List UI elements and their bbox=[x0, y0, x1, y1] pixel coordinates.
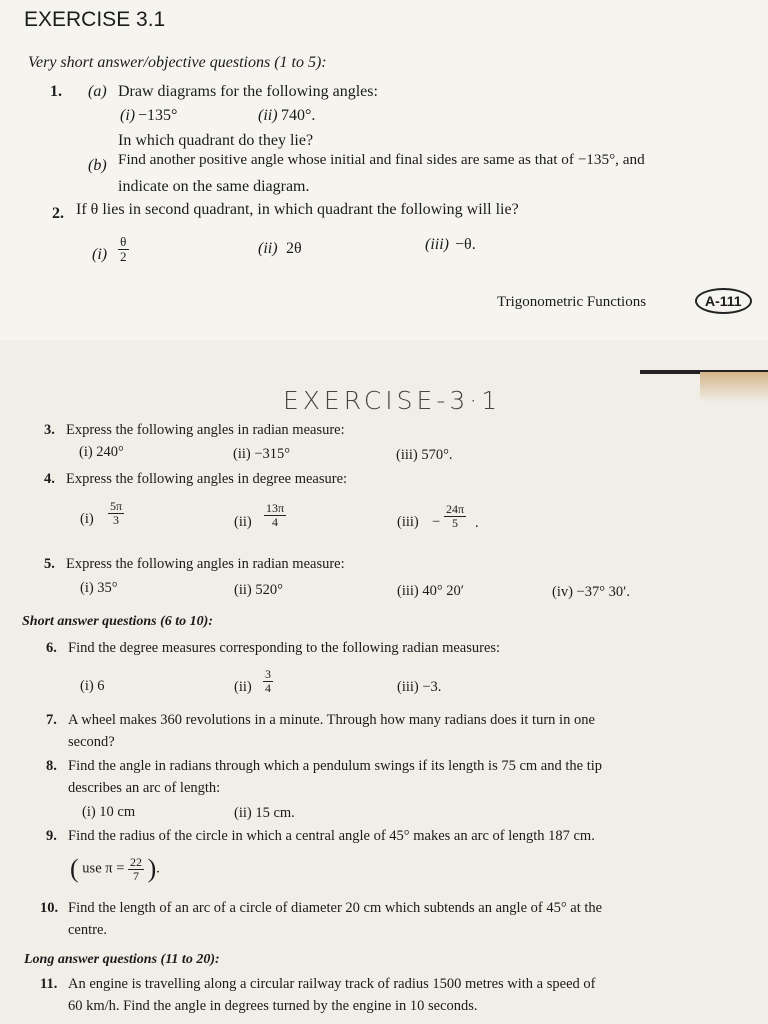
q4-iii-label: (iii) bbox=[397, 514, 419, 530]
q8-i: (i) 10 cm bbox=[82, 804, 136, 820]
q3-number: 3. bbox=[44, 422, 55, 438]
paren-open-icon: ( bbox=[70, 854, 79, 883]
q11-line1: An engine is travelling along a circular railway track of radius 1500 metres with a speed of bbox=[68, 976, 596, 992]
q1-ii-label: (ii) bbox=[258, 107, 278, 124]
q6-ii-denominator: 4 bbox=[265, 680, 271, 695]
q4-i-label: (i) bbox=[80, 511, 94, 527]
q9-pi-hint bbox=[70, 854, 160, 884]
q7-line2: second? bbox=[68, 734, 115, 750]
paren-close-icon: ) bbox=[147, 854, 157, 883]
q1-number: 1. bbox=[50, 83, 62, 100]
q9-line1: Find the radius of the circle in which a central angle of 45° makes an arc of length 187 cm. bbox=[68, 828, 595, 844]
q6-ii-label: (ii) bbox=[234, 679, 252, 695]
page-top-section bbox=[0, 0, 768, 340]
q6-i: (i) 6 bbox=[80, 678, 105, 694]
q1-i-label: (i) bbox=[120, 107, 136, 124]
q9-use-pi: use π = bbox=[82, 860, 125, 877]
q2-text: If θ lies in second quadrant, in which quadrant the following will lie? bbox=[76, 201, 519, 218]
page-bottom-section bbox=[0, 340, 768, 1024]
q8-number: 8. bbox=[46, 758, 57, 774]
q9-number: 9. bbox=[46, 828, 57, 844]
q8-line2: describes an arc of length: bbox=[68, 780, 221, 796]
q3-i: (i) 240° bbox=[79, 444, 124, 460]
q4-iii-end: . bbox=[475, 515, 479, 531]
handwritten-title: EXERCISE-3·1 bbox=[283, 386, 502, 415]
q5-number: 5. bbox=[44, 556, 55, 572]
q5-text: Express the following angles in radian measure: bbox=[66, 556, 345, 572]
q4-i-fraction bbox=[108, 500, 124, 526]
q7-line1: A wheel makes 360 revolutions in a minute. Through how many radians does it turn in one bbox=[68, 712, 595, 728]
q11-line2: 60 km/h. Find the angle in degrees turned by the engine in 10 seconds. bbox=[68, 998, 478, 1014]
q9-end: . bbox=[156, 860, 160, 877]
q9-pi-numerator: 22 bbox=[130, 854, 142, 869]
q1-quadrant-question: In which quadrant do they lie? bbox=[118, 132, 314, 149]
q2-i-label: (i) bbox=[92, 246, 108, 263]
q4-ii-label: (ii) bbox=[234, 514, 252, 530]
footer-chapter-title: Trigonometric Functions bbox=[497, 294, 647, 310]
q6-ii-fraction bbox=[263, 668, 273, 694]
exercise-title: EXERCISE 3.1 bbox=[24, 8, 166, 31]
q1-b-label: (b) bbox=[88, 157, 107, 174]
q5-iii: (iii) 40° 20′ bbox=[397, 583, 464, 599]
q4-i-denominator: 3 bbox=[113, 512, 120, 527]
q2-ii-label: (ii) bbox=[258, 240, 278, 257]
q6-number: 6. bbox=[46, 640, 57, 656]
long-answer-heading: Long answer questions (11 to 20): bbox=[24, 952, 220, 967]
q4-iii-numerator: 24π bbox=[446, 502, 465, 516]
q4-text: Express the following angles in degree measure: bbox=[66, 471, 348, 487]
q7-number: 7. bbox=[46, 712, 57, 728]
q10-line2: centre. bbox=[68, 922, 108, 938]
q2-iii-value: −θ. bbox=[455, 236, 476, 253]
q3-text: Express the following angles in radian measure: bbox=[66, 422, 345, 438]
q4-ii-denominator: 4 bbox=[272, 514, 279, 529]
q6-ii-numerator: 3 bbox=[265, 667, 271, 681]
q10-line1: Find the length of an arc of a circle of diameter 20 cm which subtends an angle of 45° at the bbox=[68, 900, 603, 916]
q1-a-label: (a) bbox=[88, 83, 107, 100]
q9-pi-denominator: 7 bbox=[133, 868, 139, 883]
q1-i-value: −135° bbox=[138, 107, 178, 124]
q6-iii: (iii) −3. bbox=[397, 679, 442, 695]
q11-number: 11. bbox=[40, 976, 58, 992]
q4-iii-fraction bbox=[444, 503, 466, 529]
q2-i-fraction bbox=[118, 235, 129, 263]
short-answer-heading: Short answer questions (6 to 10): bbox=[22, 614, 213, 629]
q1-b-line1: Find another positive angle whose initial and final sides are same as that of −135°, and bbox=[118, 151, 645, 168]
q5-i: (i) 35° bbox=[80, 580, 118, 596]
q4-ii-numerator: 13π bbox=[266, 501, 285, 515]
q5-ii: (ii) 520° bbox=[234, 582, 283, 598]
section-heading: Very short answer/objective questions (1 to 5): bbox=[28, 54, 327, 71]
page-number-badge: A-111 bbox=[695, 288, 752, 314]
q10-number: 10. bbox=[40, 900, 59, 916]
q4-i-numerator: 5π bbox=[110, 499, 123, 513]
q4-iii-sign: − bbox=[432, 514, 441, 530]
q3-iii: (iii) 570°. bbox=[396, 447, 453, 463]
q5-iv: (iv) −37° 30′. bbox=[552, 584, 630, 600]
q6-text: Find the degree measures corresponding to the following radian measures: bbox=[68, 640, 501, 656]
q2-iii-label: (iii) bbox=[425, 236, 449, 253]
q1-a-text: Draw diagrams for the following angles: bbox=[118, 83, 378, 100]
q4-number: 4. bbox=[44, 471, 55, 487]
corner-shade bbox=[700, 372, 768, 402]
q4-iii-denominator: 5 bbox=[452, 515, 459, 530]
q3-ii: (ii) −315° bbox=[233, 446, 291, 462]
q2-ii-value: 2θ bbox=[286, 240, 302, 257]
q1-b-line2: indicate on the same diagram. bbox=[118, 178, 310, 195]
q2-number: 2. bbox=[52, 205, 64, 222]
q8-ii: (ii) 15 cm. bbox=[234, 805, 295, 821]
q2-i-denominator: 2 bbox=[120, 248, 127, 264]
q2-i-numerator: θ bbox=[118, 235, 129, 250]
q4-ii-fraction bbox=[264, 502, 286, 528]
q1-ii-value: 740°. bbox=[281, 107, 316, 124]
q8-line1: Find the angle in radians through which a pendulum swings if its length is 75 cm and the tip bbox=[68, 758, 603, 774]
